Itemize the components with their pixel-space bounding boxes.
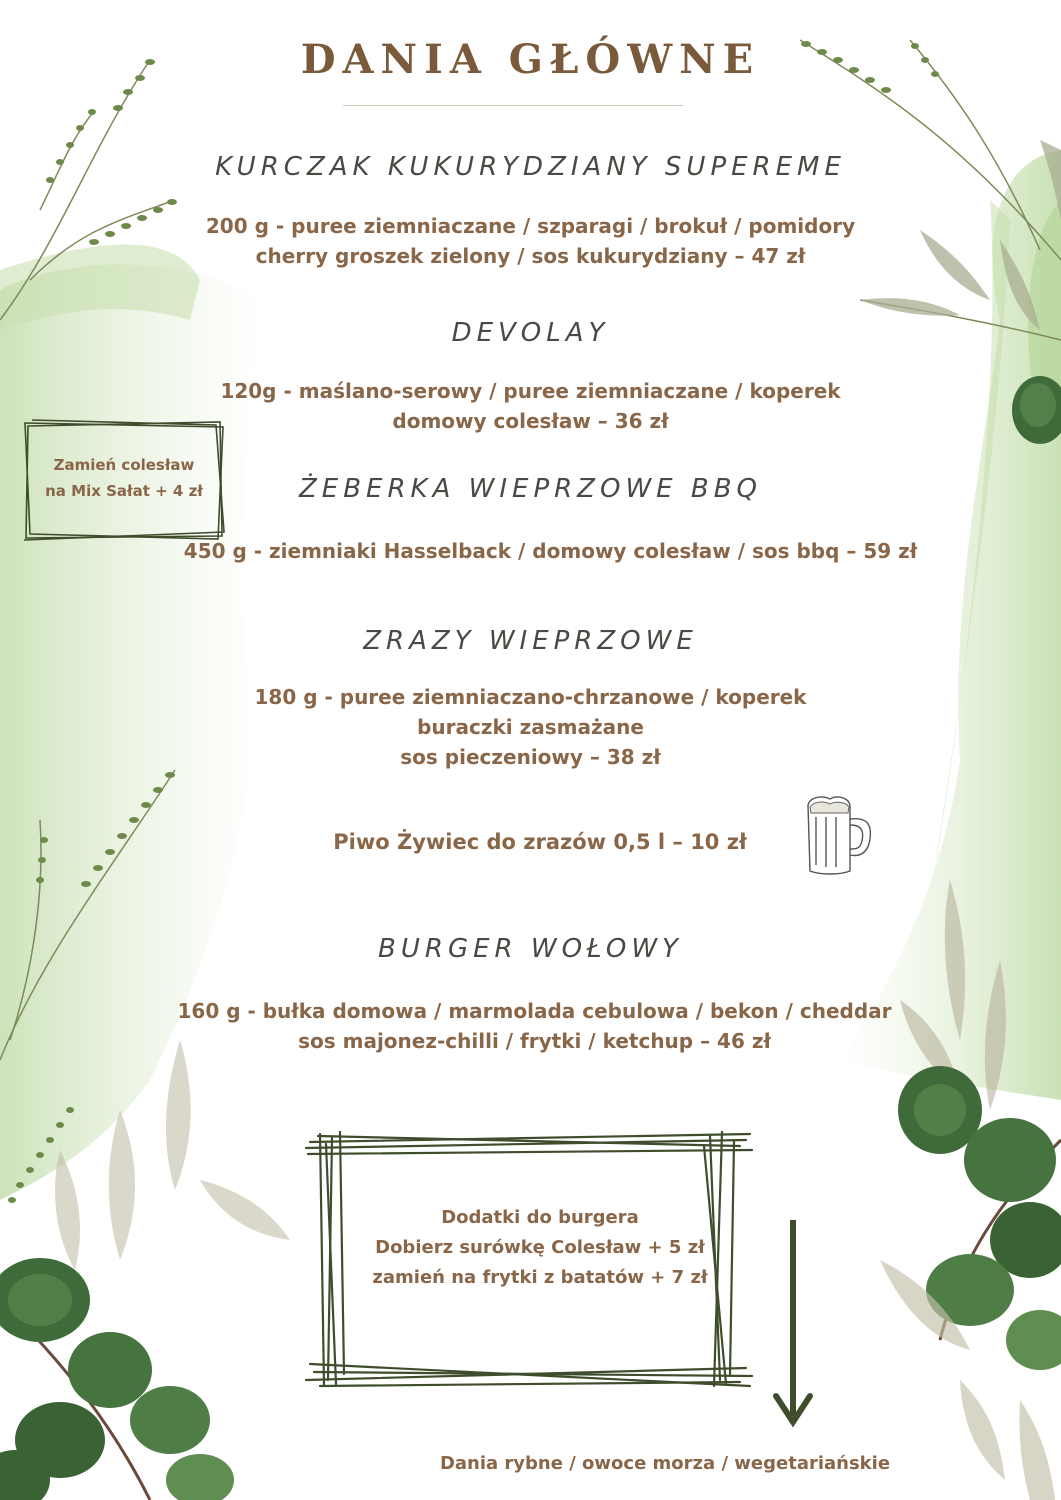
burger-addons — [330, 1203, 750, 1293]
addons-line: zamień na frytki z batatów + 7 zł — [372, 1267, 708, 1288]
dish-description-line: 180 g - puree ziemniaczano-chrzanowe / koperek — [254, 685, 807, 709]
dish-description-burger — [4, 996, 1061, 1056]
dish-name-zeberka: ŻEBERKA WIEPRZOWE BBQ — [298, 474, 763, 504]
addons-line: Dobierz surówkę Colesław + 5 zł — [375, 1237, 705, 1258]
dish-name-devolay: DEVOLAY — [451, 318, 610, 348]
beer-mug-icon — [800, 793, 876, 877]
dish-description-line: 160 g - bułka domowa / marmolada cebulowa / bekon / cheddar — [177, 999, 892, 1023]
dish-name-zrazy: ZRAZY WIEPRZOWE — [363, 626, 698, 656]
dish-name-kurczak: KURCZAK KUKURYDZIANY SUPEREME — [215, 152, 846, 182]
dish-description-zeberka — [20, 536, 1061, 566]
eucalyptus-bottom-left — [0, 1258, 234, 1500]
dish-name-burger: BURGER WOŁOWY — [378, 934, 683, 964]
dish-description-line: sos pieczeniowy – 38 zł — [400, 745, 661, 769]
footer-next-section[interactable]: Dania rybne / owoce morza / wegetariańskie — [439, 1453, 891, 1474]
arrow-down-icon — [770, 1218, 816, 1430]
side-note-line: Zamień colesław — [53, 456, 195, 474]
addons-line: Dodatki do burgera — [441, 1207, 639, 1228]
title-divider — [343, 105, 683, 106]
dish-description-line: 200 g - puree ziemniaczane / szparagi / brokuł / pomidory — [205, 214, 856, 238]
dish-description-line: cherry groszek zielony / sos kukurydziany – 47 zł — [255, 244, 806, 268]
dish-description-line: buraczki zasmażane — [417, 715, 644, 739]
dish-description-zrazy — [0, 682, 1061, 772]
beer-offer: Piwo Żywiec do zrazów 0,5 l – 10 zł — [333, 830, 747, 854]
dish-description-line: 450 g - ziemniaki Hasselback / domowy colesław / sos bbq – 59 zł — [183, 539, 918, 563]
dish-description-kurczak — [0, 211, 1061, 271]
dish-description-line: sos majonez-chilli / frytki / ketchup – 46 zł — [298, 1029, 771, 1053]
dish-description-line: domowy colesław – 36 zł — [392, 409, 669, 433]
eucalyptus-bottom-right — [898, 1066, 1061, 1370]
side-note-line: na Mix Sałat + 4 zł — [45, 482, 203, 500]
page-title: DANIA GŁÓWNE — [300, 36, 761, 83]
dish-description-line: 120g - maślano-serowy / puree ziemniaczane / koperek — [220, 379, 841, 403]
